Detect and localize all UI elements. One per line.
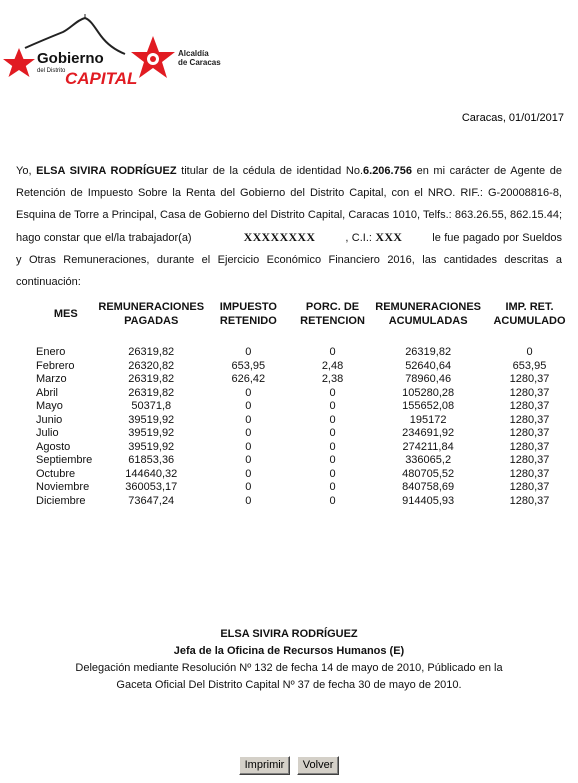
cell-porc-retencion: 2,48 [321, 359, 344, 372]
cell-porc-retencion: 0 [329, 400, 336, 412]
table-row [24, 360, 578, 374]
signer-name: ELSA SIVIRA RODRÍGUEZ [220, 628, 358, 640]
page-header [0, 0, 578, 95]
cell-imp-ret-acumulado: 1280,37 [509, 481, 550, 493]
cell-remuneraciones-acumuladas: 840758,69 [402, 481, 455, 493]
cell-porc-retencion: 0 [329, 346, 336, 358]
table-row [24, 427, 578, 441]
cell-impuesto-retenido: 0 [245, 346, 252, 358]
cell-imp-ret-acumulado: 1280,37 [509, 386, 550, 399]
cell-remuneraciones-pagadas: 73647,24 [128, 494, 175, 507]
cell-imp-ret-acumulado: 1280,37 [509, 413, 550, 426]
cell-imp-ret-acumulado: 1280,37 [509, 454, 550, 466]
red-star-icon [3, 48, 35, 77]
print-button[interactable]: Imprimir [239, 756, 291, 775]
cell-impuesto-retenido: 0 [245, 481, 252, 493]
back-button[interactable]: Volver [297, 756, 340, 775]
table-row [24, 346, 578, 360]
table-row [24, 468, 578, 482]
cell-impuesto-retenido: 653,95 [231, 359, 266, 372]
worker-ci: XXX [375, 230, 403, 244]
cell-porc-retencion: 0 [329, 467, 336, 480]
text-worker-ci-label: , C.I.: [345, 232, 372, 244]
cell-mes: Octubre [36, 467, 76, 480]
cell-remuneraciones-pagadas: 39519,92 [128, 413, 175, 426]
cell-porc-retencion: 2,38 [321, 373, 344, 385]
cell-mes: Enero [36, 346, 66, 358]
cell-imp-ret-acumulado: 1280,37 [509, 467, 550, 480]
worker-name: XXXXXXXX [243, 230, 316, 244]
cell-mes: Noviembre [36, 481, 90, 493]
delegation-line-2: Gaceta Oficial Del Distrito Capital Nº 37 de fecha 30 de mayo de 2010. [116, 679, 462, 691]
logo-alcaldia-text: Alcaldía [178, 49, 209, 58]
cell-remuneraciones-acumuladas: 336065,2 [405, 454, 452, 466]
cell-remuneraciones-acumuladas: 234691,92 [402, 427, 455, 439]
table-row [24, 414, 578, 428]
cell-remuneraciones-acumuladas: 155652,08 [402, 400, 455, 412]
cell-remuneraciones-pagadas: 26319,82 [128, 386, 175, 399]
cell-mes: Julio [36, 427, 59, 439]
cell-impuesto-retenido: 626,42 [231, 373, 266, 385]
text-ci-label: titular de la cédula de identidad No. [176, 165, 364, 177]
cell-mes: Abril [36, 386, 59, 399]
table-row [24, 454, 578, 468]
cell-remuneraciones-acumuladas: 105280,28 [402, 386, 455, 399]
table-row [24, 495, 578, 509]
cell-porc-retencion: 0 [329, 413, 336, 426]
cell-mes: Marzo [36, 373, 67, 385]
logo-capital-text: CAPITAL [65, 69, 138, 88]
cell-remuneraciones-pagadas: 39519,92 [128, 427, 175, 439]
cell-remuneraciones-acumuladas: 274211,84 [402, 440, 454, 453]
cell-remuneraciones-pagadas: 26319,82 [128, 346, 175, 358]
cell-mes: Septiembre [36, 454, 93, 466]
logo-distrito-text: del Distrito [37, 68, 66, 74]
cell-porc-retencion: 0 [329, 454, 336, 466]
cell-remuneraciones-acumuladas: 78960,46 [405, 373, 452, 385]
action-buttons [0, 755, 578, 775]
cell-impuesto-retenido: 0 [245, 494, 252, 507]
column-header-remuneraciones-acumuladas: REMUNERACIONES ACUMULADAS [375, 301, 481, 327]
logo-gobierno-text: Gobierno [37, 50, 104, 67]
cell-impuesto-retenido: 0 [245, 427, 252, 439]
signature-block [0, 626, 578, 694]
cell-impuesto-retenido: 0 [245, 440, 252, 453]
column-header-remuneraciones-pagadas: REMUNERACIONES PAGADAS [98, 301, 205, 327]
remuneration-table [24, 298, 578, 508]
cell-remuneraciones-acumuladas: 52640,64 [405, 359, 452, 372]
cell-imp-ret-acumulado: 1280,37 [509, 373, 550, 385]
cell-impuesto-retenido: 0 [245, 386, 252, 399]
text-intro: Yo, [16, 165, 37, 177]
cell-remuneraciones-acumuladas: 26319,82 [405, 346, 452, 358]
cell-imp-ret-acumulado: 1280,37 [509, 440, 550, 453]
cell-imp-ret-acumulado: 1280,37 [509, 427, 550, 439]
cell-porc-retencion: 0 [329, 481, 336, 493]
table-row [24, 400, 578, 414]
table-body [24, 330, 578, 508]
agent-ci: 6.206.756 [363, 165, 412, 177]
cell-mes: Junio [36, 413, 63, 426]
cell-impuesto-retenido: 0 [245, 467, 252, 480]
agent-name: ELSA SIVIRA RODRÍGUEZ [36, 165, 177, 177]
cell-remuneraciones-pagadas: 144640,32 [125, 467, 178, 480]
table-row [24, 373, 578, 387]
table-row [24, 481, 578, 495]
gobierno-distrito-capital-logo [3, 14, 225, 90]
text-payment-description: le fue pagado por Sueldos y Otras Remuneraciones, durante el Ejercicio Económico Financiero 2016, las cantidades descritas a continuación: [16, 232, 563, 288]
cell-remuneraciones-pagadas: 360053,17 [125, 481, 178, 493]
cell-impuesto-retenido: 0 [245, 413, 252, 426]
cell-porc-retencion: 0 [329, 494, 336, 507]
mountain-outline-icon [25, 18, 125, 54]
cell-mes: Mayo [36, 400, 63, 412]
cell-remuneraciones-pagadas: 26319,82 [128, 373, 175, 385]
table-header-row [24, 298, 578, 330]
cell-remuneraciones-pagadas: 50371,8 [131, 400, 172, 412]
delegation-line-1: Delegación mediante Resolución Nº 132 de fecha 14 de mayo de 2010, Públicado en la [75, 662, 503, 674]
cell-mes: Diciembre [36, 494, 86, 507]
cell-impuesto-retenido: 0 [245, 454, 252, 466]
certification-paragraph [16, 160, 562, 293]
cell-porc-retencion: 0 [329, 440, 336, 453]
cell-mes: Febrero [36, 359, 75, 372]
cell-imp-ret-acumulado: 1280,37 [509, 400, 550, 412]
signer-title: Jefa de la Oficina de Recursos Humanos (E) [173, 645, 405, 657]
cell-porc-retencion: 0 [329, 427, 336, 439]
table-row [24, 441, 578, 455]
place-date: Caracas, 01/01/2017 [461, 112, 564, 124]
cell-imp-ret-acumulado: 1280,37 [509, 494, 550, 507]
column-header-impuesto-retenido: IMPUESTO RETENIDO [219, 301, 277, 327]
alcaldia-emblem-icon [131, 36, 175, 78]
cell-imp-ret-acumulado: 0 [526, 346, 533, 358]
column-header-imp-ret-acumulado: IMP. RET. ACUMULADO [493, 301, 566, 327]
cell-remuneraciones-pagadas: 39519,92 [128, 440, 175, 453]
cell-porc-retencion: 0 [329, 386, 336, 399]
cell-remuneraciones-acumuladas: 480705,52 [402, 467, 455, 480]
cell-remuneraciones-acumuladas: 195172 [409, 413, 447, 426]
column-header-porc-retencion: PORC. DE RETENCION [300, 301, 365, 327]
cell-mes: Agosto [36, 440, 71, 453]
column-header-mes: MES [53, 308, 78, 320]
text-agent-details: en mi carácter de Agente de Retención de Impuesto Sobre la Renta del Gobierno del Distrito Capital, con el NRO. RIF.: G-20008816-8, Esquina de Torre a Principal, Casa de Gobierno del Distrito Capital, Caracas 1010, Telfs.: 863.26.55, 862.15.44; hago constar que el/la trabajador(a) [16, 165, 562, 244]
cell-remuneraciones-pagadas: 61853,36 [128, 454, 175, 466]
cell-impuesto-retenido: 0 [245, 400, 252, 412]
cell-imp-ret-acumulado: 653,95 [512, 359, 547, 372]
logo-caracas-text: de Caracas [178, 58, 221, 67]
cell-remuneraciones-acumuladas: 914405,93 [402, 494, 455, 507]
table-row [24, 387, 578, 401]
cell-remuneraciones-pagadas: 26320,82 [128, 359, 175, 372]
institution-logo [3, 14, 225, 90]
